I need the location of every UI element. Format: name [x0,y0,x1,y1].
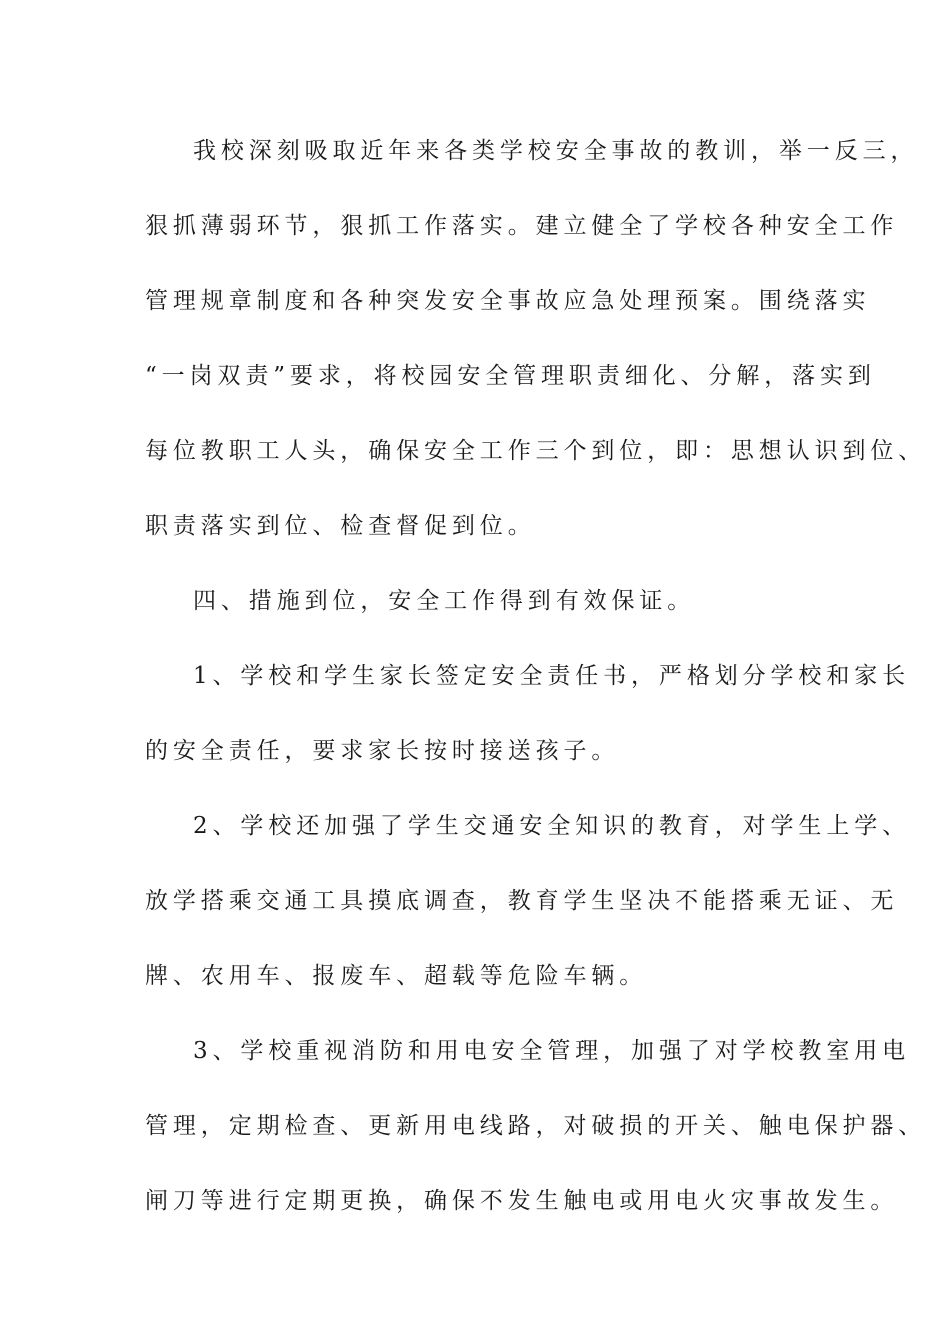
paragraph-line: 职责落实到位、检查督促到位。 [145,513,536,539]
paragraph-line: 2、学校还加强了学生交通安全知识的教育，对学生上学、 [193,813,911,839]
paragraph-line: 闸刀等进行定期更换，确保不发生触电或用电火灾事故发生。 [145,1188,899,1214]
paragraph-line: 1、学校和学生家长签定安全责任书，严格划分学校和家长 [193,663,911,689]
paragraph-line: 我校深刻吸取近年来各类学校安全事故的教训，举一反三， [193,138,919,164]
paragraph-line: 管理规章制度和各种突发安全事故应急处理预案。围绕落实 [145,288,871,314]
paragraph-line: 狠抓薄弱环节，狠抓工作落实。建立健全了学校各种安全工作 [145,213,899,239]
paragraph-line: 管理，定期检查、更新用电线路，对破损的开关、触电保护器、 [145,1113,927,1139]
paragraph-line: 放学搭乘交通工具摸底调查，教育学生坚决不能搭乘无证、无 [145,888,899,914]
paragraph-line: 每位教职工人头，确保安全工作三个到位，即：思想认识到位、 [145,438,927,464]
paragraph-line: 的安全责任，要求家长按时接送孩子。 [145,738,620,764]
paragraph-line: 牌、农用车、报废车、超载等危险车辆。 [145,963,648,989]
section-heading: 四、措施到位，安全工作得到有效保证。 [193,588,696,614]
paragraph-line: “一岗双责”要求，将校园安全管理职责细化、分解，落实到 [145,363,876,389]
paragraph-line: 3、学校重视消防和用电安全管理，加强了对学校教室用电 [193,1038,911,1064]
